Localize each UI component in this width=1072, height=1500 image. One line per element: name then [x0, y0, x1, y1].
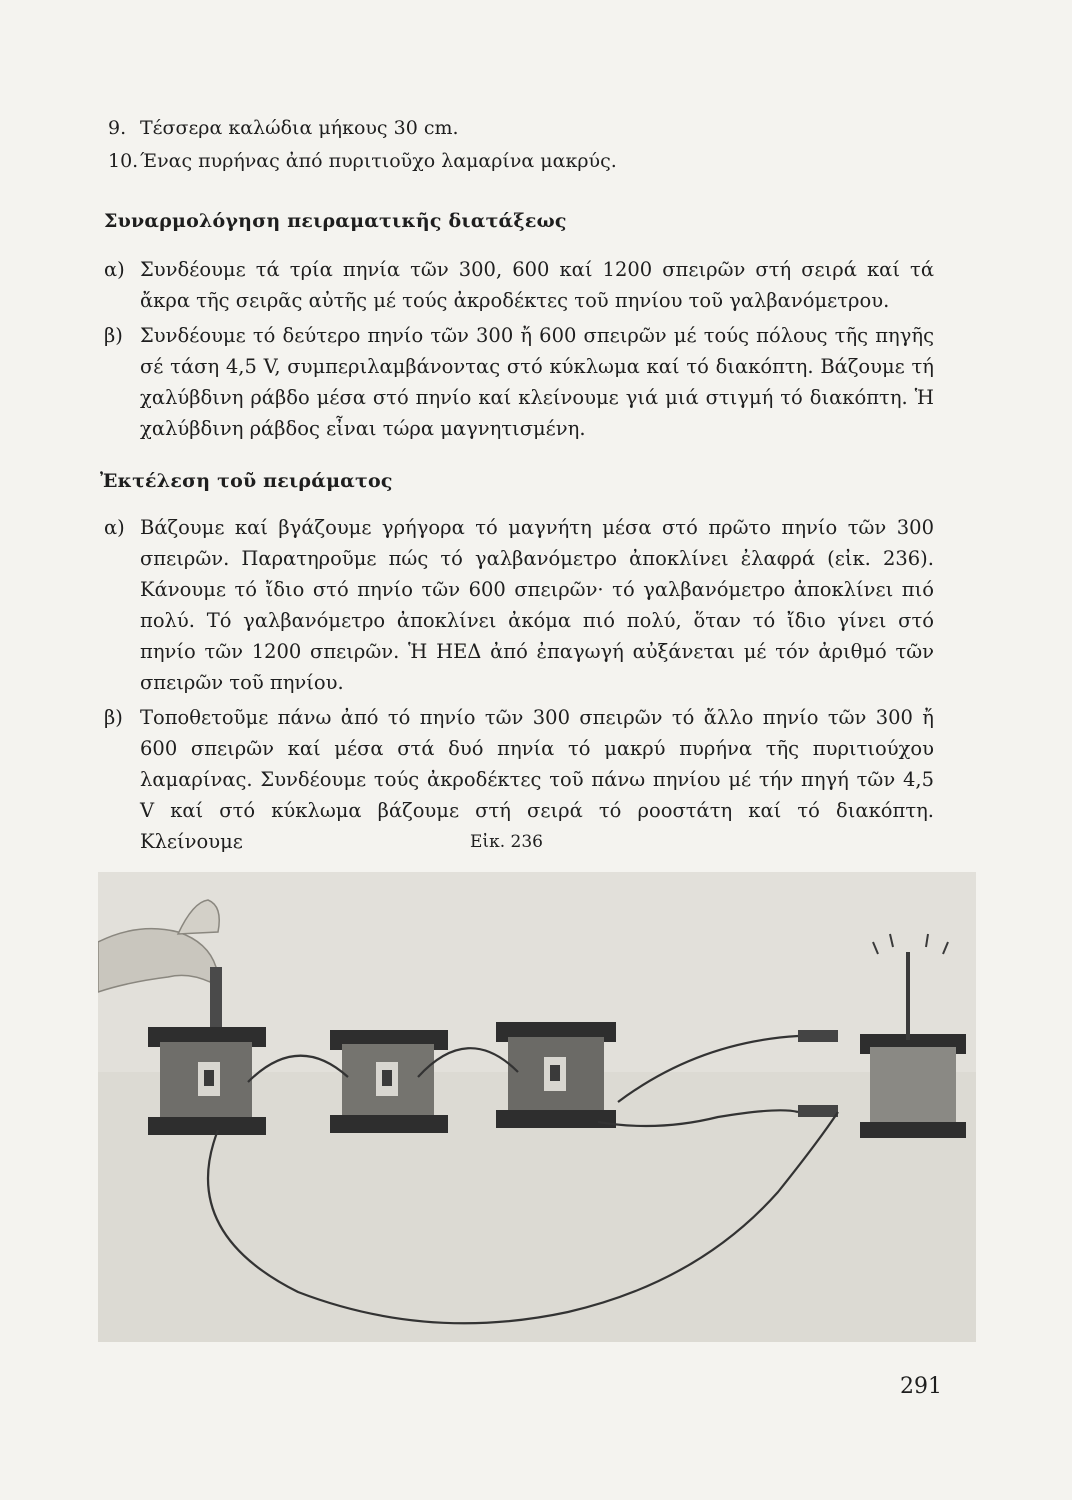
- list-text: Τέσσερα καλώδια μήκους 30 cm.: [140, 117, 459, 139]
- assembly-heading: Συναρμολόγηση πειραματικῆς διατάξεως: [104, 210, 567, 232]
- assembly-section: [104, 254, 934, 448]
- page-number: 291: [900, 1374, 942, 1399]
- execution-heading: Ἐκτέλεση τοῦ πειράματος: [100, 470, 393, 492]
- materials-list: [108, 112, 948, 178]
- list-text: Ένας πυρήνας ἀπό πυριτιοῦχο λαμαρίνα μακρύς.: [140, 150, 617, 172]
- item-text: Συνδέουμε τό δεύτερο πηνίο τῶν 300 ἤ 600 σπειρῶν μέ τούς πόλους τῆς πηγῆς σέ τάση 4,5 V, συμπεριλαμβάνοντας στό κύκλωμα καί τό διακόπτη. Βάζουμε τή χαλύβδινη ράβδο μέσα στό πηνίο καί κλείνουμε γιά μιά στιγμή τό διακόπτη. Ἡ χαλύβδινη ράβδος εἶναι τώρα μαγνητισμένη.: [140, 324, 934, 440]
- list-item: [104, 254, 934, 316]
- figure-caption: Εἰκ. 236: [470, 832, 543, 852]
- list-item: [104, 320, 934, 444]
- item-marker: β): [104, 324, 123, 347]
- list-item: [108, 145, 948, 178]
- item-text: Συνδέουμε τά τρία πηνία τῶν 300, 600 καί 1200 σπειρῶν στή σειρά καί τά ἄκρα τῆς σειρᾶς αὐτῆς μέ τούς ἀκροδέκτες τοῦ πηνίου τοῦ γαλβανόμετρου.: [140, 258, 934, 312]
- execution-section: [104, 512, 934, 861]
- item-text: Βάζουμε καί βγάζουμε γρήγορα τό μαγνήτη μέσα στό πρῶτο πηνίο τῶν 300 σπειρῶν. Παρατηροῦμε πώς τό γαλβανόμετρο ἀποκλίνει ἐλαφρά (εἰκ. 236). Κάνουμε τό ἴδιο στό πηνίο τῶν 600 σπειρῶν· τό γαλβανόμετρο ἀποκλίνει πιό πολύ. Τό γαλβανόμετρο ἀποκλίνει ἀκόμα πιό πολύ, ὅταν τό ἴδιο γίνει στό πηνίο τῶν 1200 σπειρῶν. Ἡ ΗΕΔ ἀπό ἐπαγωγή αὐξάνεται μέ τόν ἀριθμό τῶν σπειρῶν τοῦ πηνίου.: [140, 516, 934, 694]
- coil-600: [330, 1030, 448, 1133]
- list-number: 10.: [108, 150, 139, 172]
- item-marker: α): [104, 258, 125, 281]
- figure-photo: [98, 872, 976, 1342]
- item-marker: β): [104, 706, 123, 729]
- coils-galvanometer-illustration: [98, 872, 976, 1342]
- list-item: [108, 112, 948, 145]
- item-marker: α): [104, 516, 125, 539]
- item-text: Τοποθετοῦμε πάνω ἀπό τό πηνίο τῶν 300 σπειρῶν τό ἄλλο πηνίο τῶν 300 ἤ 600 σπειρῶν καί μέσα στά δυό πηνία τό μακρύ πυρήνα τῆς πυριτιούχου λαμαρίνας. Συνδέουμε τούς ἀκροδέκτες τοῦ πάνω πηνίου μέ τήν πηγή τῶν 4,5 V καί στό κύκλωμα βάζουμε στή σειρά τό ροοστάτη καί τό διακόπτη. Κλείνουμε: [140, 706, 934, 853]
- coil-1200: [496, 1022, 616, 1128]
- list-number: 9.: [108, 117, 127, 139]
- list-item: [104, 512, 934, 698]
